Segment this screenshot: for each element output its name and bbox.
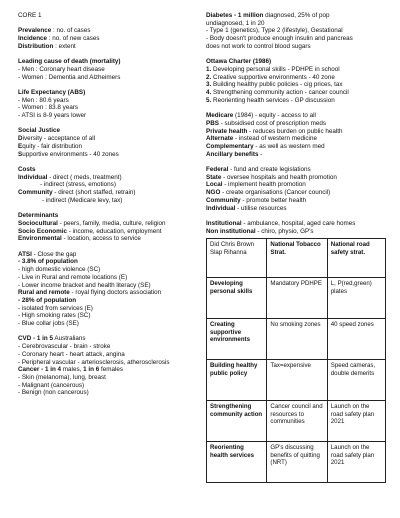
institutional-item: Non institutional - chiro, physio, GP's	[206, 227, 314, 235]
page-title: CORE 1	[18, 12, 42, 19]
government-item: Community - promote better health	[206, 196, 307, 204]
table-cell: L, P(red,green) plates	[327, 278, 385, 319]
cvd-line: - Coronary heart - heart attack, angina	[18, 350, 125, 358]
government-item: Federal - fund and create legislations	[206, 166, 311, 174]
determinants-heading: Determinants	[18, 212, 59, 220]
life-expectancy-line: - ATSI is 8-9 years lower	[18, 112, 87, 120]
life-expectancy-heading: Life Expectancy (ABS)	[18, 88, 86, 96]
table-row	[207, 360, 386, 401]
table-row-label: Developing personal skills	[207, 278, 267, 319]
right-column	[206, 12, 392, 483]
table-cell: Speed cameras, double demerits	[327, 360, 385, 401]
table-row-label: Reorienting health services	[207, 442, 267, 483]
mortality-women: - Women : Dementia and Alzheimers	[18, 73, 121, 81]
life-expectancy-line: - Women : 83.8 years	[18, 104, 79, 112]
cancer-line: - Malignant (cancerous)	[18, 381, 85, 389]
government-item: NGO - create organisations (Cancer council)	[206, 189, 331, 197]
ottawa-item: 5. Reorienting health services - GP discussion	[206, 96, 335, 104]
cancer-line: - Skin (melanoma), lung, breast	[18, 373, 106, 381]
life-expectancy-line: - Men : 80.6 years	[18, 96, 69, 104]
social-justice-heading: Social Justice	[18, 127, 60, 135]
diabetes-line: undiagnosed, 1 in 20	[206, 19, 265, 27]
institutional-item: Institutional - ambulance, hospital, aged care homes	[206, 219, 356, 227]
government-item: Local - implement health promotion	[206, 181, 306, 189]
costs-individual: Individual - direct ( meds, treatment)	[18, 173, 122, 181]
social-justice-item: Equity - fair distribution	[18, 142, 83, 150]
table-cell: Did Chris Brown Slap Rihanna	[207, 239, 267, 278]
atsi-line: - Lower income bracket and health literacy (SE)	[18, 281, 151, 289]
costs-individual-indirect: - indirect (stress, emotions)	[40, 181, 116, 189]
diabetes-heading: Diabetes - 1 million diagnosed, 25% of pop	[206, 12, 330, 19]
atsi-line: - 3.8% of population	[18, 258, 78, 266]
table-row	[207, 442, 386, 483]
ottawa-item: 4. Strengthening community action - cancer council	[206, 89, 349, 97]
table-row-label: Strengthening community action	[207, 401, 267, 442]
table-header-cell: National road safety strat.	[327, 239, 385, 278]
ottawa-comparison-table	[206, 238, 386, 483]
determinant-item: Sociocultural - peers, family, media, culture, religion	[18, 219, 166, 227]
table-header-cell: National Tobacco Strat.	[267, 239, 327, 278]
table-row-label: Building healthy public policy	[207, 360, 267, 401]
left-column	[18, 12, 196, 397]
rural-line: - isolated from services (E)	[18, 304, 93, 312]
costs-community: Community - direct (short staffed, retrain)	[18, 189, 136, 197]
table-cell: GP's discussing benefits of quitting (NRT)	[267, 442, 327, 483]
rural-line: - Blue collar jobs (SE)	[18, 320, 79, 328]
measure-incidence: Incidence : no. of new cases	[18, 35, 100, 43]
ottawa-item: 3. Building healthy public policies - cig prices, tax	[206, 81, 343, 89]
rural-line: - 28% of population	[18, 296, 77, 304]
ottawa-item: 2. Creative supportive environments - 40 zone	[206, 73, 335, 81]
table-header-row	[207, 239, 386, 278]
measure-prevalence: Prevalence : no. of cases	[18, 27, 91, 35]
service-item: Ancillary benefits -	[206, 150, 263, 158]
cvd-line: - Cerebrovascular - brain - stroke	[18, 343, 111, 351]
table-row	[207, 319, 386, 360]
service-item: PBS - subsidised cost of prescription meds	[206, 119, 327, 127]
table-cell: Cancer council and resources to communities	[267, 401, 327, 442]
service-item: Complementary - as well as western med	[206, 142, 325, 150]
determinant-item: Environmental - location, access to service	[18, 235, 141, 243]
table-cell: Tax=expensive	[267, 360, 327, 401]
table-cell: 40 speed zones	[327, 319, 385, 360]
table-cell: Launch on the road safety plan 2021	[327, 442, 385, 483]
service-item: Alternate - instead of western medicine	[206, 135, 317, 143]
cancer-heading: Cancer - 1 in 4 males, 1 in 6 females	[18, 366, 124, 374]
table-row-label: Creating supportive environments	[207, 319, 267, 360]
table-cell: No smoking zones	[267, 319, 327, 360]
diabetes-line: - Body doesn't produce enough insulin and pancreas	[206, 35, 353, 43]
mortality-men: - Men : Coronary heart disease	[18, 65, 105, 73]
service-item: Private health - reduces burden on public health	[206, 127, 343, 135]
diabetes-line: does not work to control blood sugars	[206, 42, 311, 50]
government-item: Individual - utilise resources	[206, 204, 287, 212]
table-cell: Launch on the road safety plan 2021	[327, 401, 385, 442]
service-item: Medicare (1984) - equity - access to all	[206, 112, 316, 120]
costs-heading: Costs	[18, 165, 36, 173]
table-row	[207, 401, 386, 442]
ottawa-heading: Ottawa Charter (1986)	[206, 58, 272, 66]
rural-heading: Rural and remote - royal flying doctors association	[18, 289, 162, 297]
social-justice-item: Supportive environments - 40 zones	[18, 150, 119, 158]
determinant-item: Socio Economic - income, education, employment	[18, 227, 162, 235]
atsi-line: - Live in Rural and remote locations (E)	[18, 273, 128, 281]
table-row	[207, 278, 386, 319]
rural-line: - High smoking rates (SC)	[18, 312, 91, 320]
social-justice-item: Diversity - acceptance of all	[18, 135, 96, 143]
ottawa-item: 1. Developing personal skills - PDHPE in school	[206, 65, 340, 73]
atsi-heading: ATSI - Close the gap	[18, 250, 77, 258]
mortality-heading: Leading cause of death (mortality)	[18, 58, 121, 66]
cancer-line: - Benign (non cancerous)	[18, 389, 89, 397]
costs-community-indirect: - indirect (Medicare levy, tax)	[42, 196, 123, 204]
table-cell: Mandatory PDHPE	[267, 278, 327, 319]
diabetes-line: - Type 1 (genetics), Type 2 (lifestyle), Gestational	[206, 27, 343, 35]
measure-distribution: Distribution : extent	[18, 42, 76, 50]
cvd-line: - Peripheral vascular - arteriosclerosis, atherosclerosis	[18, 358, 170, 366]
atsi-line: - high domestic violence (SC)	[18, 266, 101, 274]
government-item: State - oversee hospitals and health promotion	[206, 173, 337, 181]
cvd-heading: CVD - 1 in 5 Australians	[18, 335, 86, 343]
